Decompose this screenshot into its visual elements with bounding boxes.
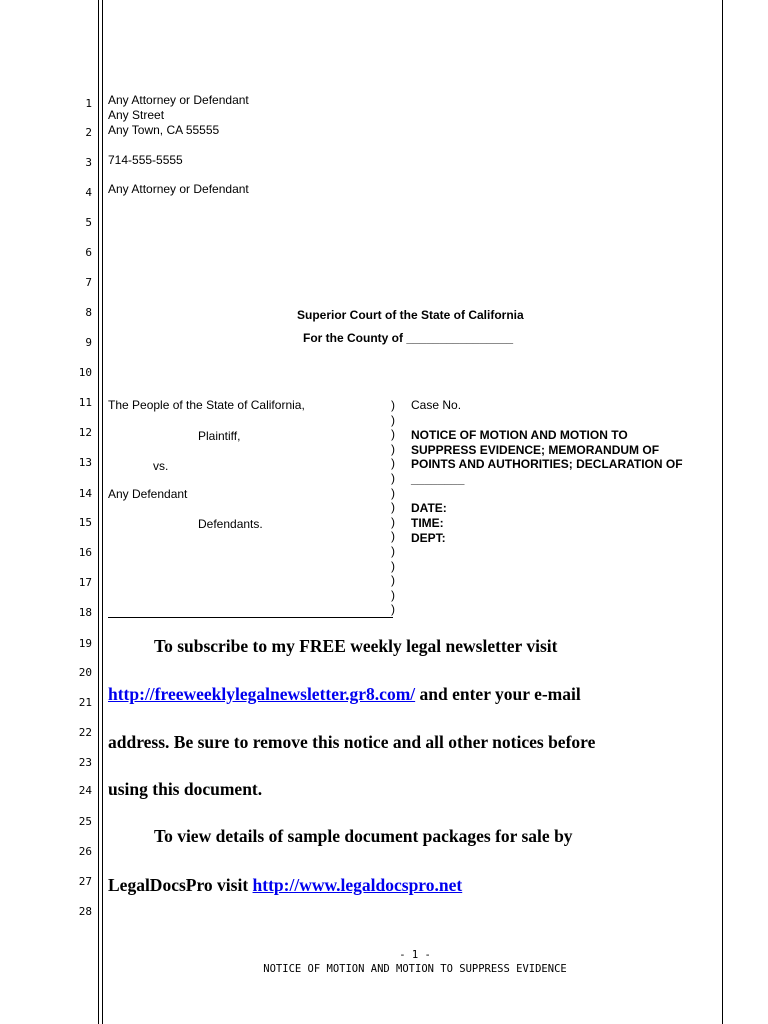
- hearing-dept: DEPT:: [411, 531, 446, 545]
- court-county: For the County of ________________: [303, 331, 514, 345]
- line-number: 3: [85, 156, 92, 169]
- versus: vs.: [153, 459, 169, 473]
- line-number: 14: [78, 487, 92, 500]
- legaldocspro-link[interactable]: http://www.legaldocspro.net: [252, 875, 463, 895]
- defendant-label: Defendants.: [198, 517, 263, 531]
- line-number: 6: [85, 246, 92, 259]
- hearing-date: DATE:: [411, 501, 447, 515]
- right-margin-rule: [722, 0, 723, 1024]
- attorney-phone: 714-555-5555: [108, 153, 183, 167]
- line-number: 2: [85, 126, 92, 139]
- defendant-name: Any Defendant: [108, 487, 188, 501]
- line-number: 9: [85, 336, 92, 349]
- court-name: Superior Court of the State of California: [297, 308, 524, 322]
- line-number: 22: [78, 726, 92, 739]
- line-number: 4: [85, 186, 92, 199]
- line-number: 28: [78, 905, 92, 918]
- document-title-line3: POINTS AND AUTHORITIES; DECLARATION OF: [411, 457, 683, 471]
- line-number: 16: [78, 546, 92, 559]
- left-margin-rule-inner: [102, 0, 103, 1024]
- line-number: 8: [85, 306, 92, 319]
- line-number: 1: [85, 97, 92, 110]
- line-number: 15: [78, 516, 92, 529]
- attorney-street: Any Street: [108, 108, 165, 122]
- line-number: 12: [78, 426, 92, 439]
- plaintiff-name: The People of the State of California,: [108, 398, 305, 412]
- document-title-line1: NOTICE OF MOTION AND MOTION TO: [411, 428, 628, 442]
- line-number: 18: [78, 606, 92, 619]
- line-number: 25: [78, 815, 92, 828]
- line-number: 7: [85, 276, 92, 289]
- notice-line2: [108, 684, 581, 705]
- plaintiff-label: Plaintiff,: [198, 429, 241, 443]
- case-number: Case No.: [411, 398, 462, 412]
- notice2-line2: [108, 875, 462, 896]
- notice2-line2-pre: LegalDocsPro visit: [108, 875, 253, 895]
- page-number: - 1 -: [399, 949, 431, 961]
- newsletter-link[interactable]: http://freeweeklylegalnewsletter.gr8.com/: [108, 684, 416, 704]
- notice-line4: using this document.: [108, 779, 263, 799]
- line-number: 27: [78, 875, 92, 888]
- caption-parentheses: ) ) ) ) ) ) ) ) ) ) ) ) ) ) ): [391, 398, 395, 617]
- document-title-line4: ________: [411, 472, 465, 486]
- notice-line2-rest: and enter your e-mail: [415, 684, 581, 704]
- document-title-line2: SUPPRESS EVIDENCE; MEMORANDUM OF: [411, 443, 660, 457]
- footer-title: NOTICE OF MOTION AND MOTION TO SUPPRESS EVIDENCE: [263, 963, 567, 975]
- notice-line3: address. Be sure to remove this notice and all other notices before: [108, 732, 596, 752]
- hearing-time: TIME:: [411, 516, 444, 530]
- line-number: 20: [78, 666, 92, 679]
- line-number: 11: [78, 396, 92, 409]
- line-number: 10: [78, 366, 92, 379]
- line-number: 21: [78, 696, 92, 709]
- caption-underline: [108, 617, 393, 618]
- attorney-for: Any Attorney or Defendant: [108, 182, 249, 196]
- line-number: 24: [78, 784, 92, 797]
- line-number: 13: [78, 456, 92, 469]
- line-number: 26: [78, 845, 92, 858]
- left-margin-rule-outer: [98, 0, 99, 1024]
- line-number: 19: [78, 637, 92, 650]
- notice2-line1: To view details of sample document packages for sale by: [154, 826, 573, 846]
- attorney-name: Any Attorney or Defendant: [108, 93, 249, 107]
- line-number: 17: [78, 576, 92, 589]
- attorney-city: Any Town, CA 55555: [108, 123, 220, 137]
- line-number: 23: [78, 756, 92, 769]
- line-number: 5: [85, 216, 92, 229]
- notice-line1: To subscribe to my FREE weekly legal newsletter visit: [154, 636, 558, 656]
